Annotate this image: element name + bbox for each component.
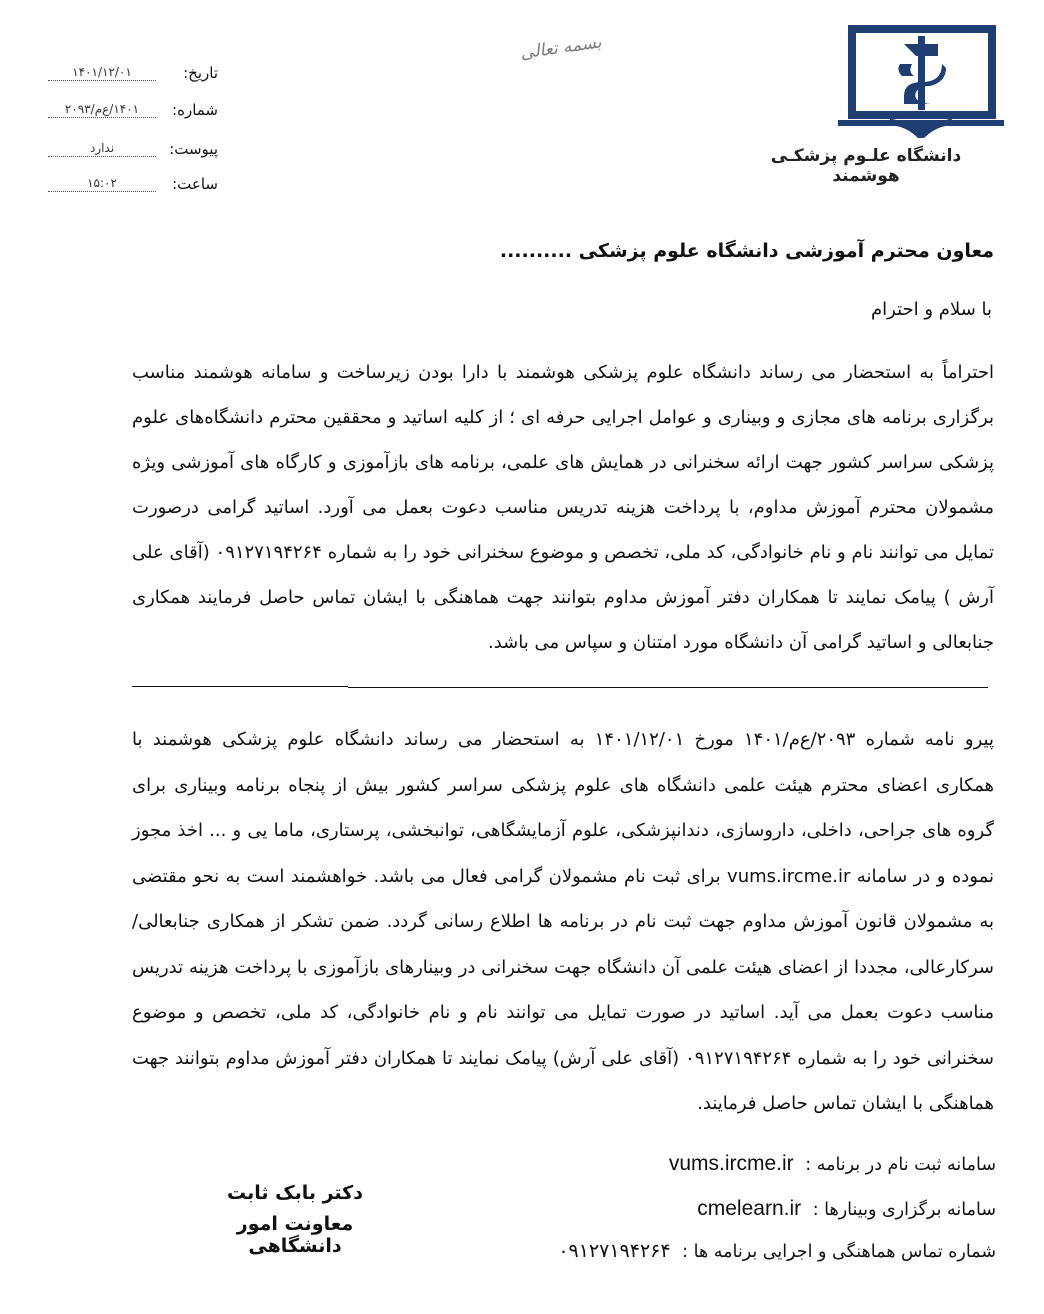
signatory-title: معاونت امور دانشگاهی	[236, 1213, 354, 1257]
separator-line	[132, 686, 348, 687]
webinar-label: سامانه برگزاری وبینارها :	[812, 1200, 996, 1220]
separator-line	[348, 687, 988, 688]
recipient-heading: معاون محترم آموزشی دانشگاه علوم پزشکی ..........	[499, 240, 994, 262]
meta-time-row	[48, 175, 218, 197]
meta-date-row	[48, 64, 218, 86]
bismillah-heading: بسمه تعالی	[519, 32, 603, 64]
webinar-system-line	[697, 1197, 996, 1221]
university-name: دانشگاه علـوم پزشکـی هوشمند	[770, 146, 962, 186]
number-value: ۱۴۰۱/ع‌م/۲۰۹۳	[48, 101, 156, 118]
salutation: با سلام و احترام	[871, 299, 992, 320]
meta-number-row	[48, 101, 218, 123]
date-value: ۱۴۰۱/۱۲/۰۱	[48, 64, 156, 81]
attachment-value: ندارد	[48, 140, 156, 157]
letter-paragraph-1: احتراماً به استحضار می رساند دانشگاه علوم پزشکی هوشمند با دارا بودن زیرساخت و سامانه هوشمند مناسب برگزاری برنامه های مجازی و وبیناری و عوامل اجرایی حرفه ای ؛ از کلیه اساتید و محققین محترم دانشگاه‌های علوم پزشکی سراسر کشور جهت ارائه سخنرانی در همایش های علمی، برنامه های بازآموزی و کارگاه های آموزشی ویژه مشمولان محترم آموزش مداوم، با پرداخت هزینه تدریس مناسب دعوت بعمل می آورد. اساتید گرامی درصورت تمایل می توانند نام و نام خانوادگی، کد ملی، تخصص و موضوع سخنرانی خود را به شماره ۰۹۱۲۷۱۹۴۲۶۴ (آقای علی آرش ) پیامک نمایند تا همکاران دفتر آموزش مداوم بتوانند جهت هماهنگی با ایشان تماس حاصل فرمایند همکاری جنابعالی و اساتید گرامی آن دانشگاه مورد امتنان و سپاس می باشد.	[132, 362, 994, 653]
contact-line	[558, 1240, 996, 1262]
letter-paragraph-2: پیرو نامه شماره ۲۰۹۳/ع‌م/۱۴۰۱ مورخ ۱۴۰۱/۱۲/۰۱ به استحضار می رساند دانشگاه علوم پزشکی هوشمند با همکاری اعضای محترم هیئت علمی دانشگاه های علوم پزشکی سراسر کشور بیش از پنجاه برنامه وبیناری برای گروه های جراحی، داخلی، داروسازی، دندانپزشکی، علوم آزمایشگاهی، توانبخشی، پرستاری، ماما یی و ... اخذ مجوز نموده و در سامانه vums.ircme.ir برای ثبت نام مشمولان گرامی فعال می باشد. خواهشمند است به نحو مقتضی به مشمولان قانون آموزش مداوم جهت ثبت نام در برنامه ها اطلاع رسانی گردد. ضمن تشکر از همکاری جنابعالی/سرکارعالی، مجددا از اعضای هیئت علمی آن دانشگاه جهت سخنرانی در وبینارهای بازآموزی با پرداخت هزینه تدریس مناسب دعوت بعمل می آید. اساتید در صورت تمایل می توانند نام و نام خانوادگی، کد ملی، تخصص و موضوع سخنرانی خود را به شماره ۰۹۱۲۷۱۹۴۲۶۴ (آقای علی آرش) پیامک نمایند تا همکاران دفتر آموزش مداوم بتوانند جهت هماهنگی با ایشان تماس حاصل فرمایند.	[132, 729, 995, 1114]
webinar-url[interactable]: cmelearn.ir	[697, 1197, 802, 1220]
contact-label: شماره تماس هماهنگی و اجرایی برنامه ها :	[682, 1242, 996, 1262]
registration-label: سامانه ثبت نام در برنامه :	[805, 1155, 996, 1175]
registration-system-line	[669, 1152, 996, 1176]
attachment-label: پیوست:	[169, 140, 218, 158]
date-label: تاریخ:	[183, 64, 218, 82]
signatory-name: دکتر بابک ثابت	[227, 1182, 363, 1204]
registration-url[interactable]: vums.ircme.ir	[668, 1152, 794, 1175]
meta-attachment-row	[48, 140, 218, 162]
university-logo-icon	[838, 24, 1004, 140]
number-label: شماره:	[172, 101, 218, 119]
contact-number: ۰۹۱۲۷۱۹۴۲۶۴	[558, 1240, 671, 1262]
time-label: ساعت:	[172, 175, 218, 193]
time-value: ۱۵:۰۲	[48, 175, 156, 192]
